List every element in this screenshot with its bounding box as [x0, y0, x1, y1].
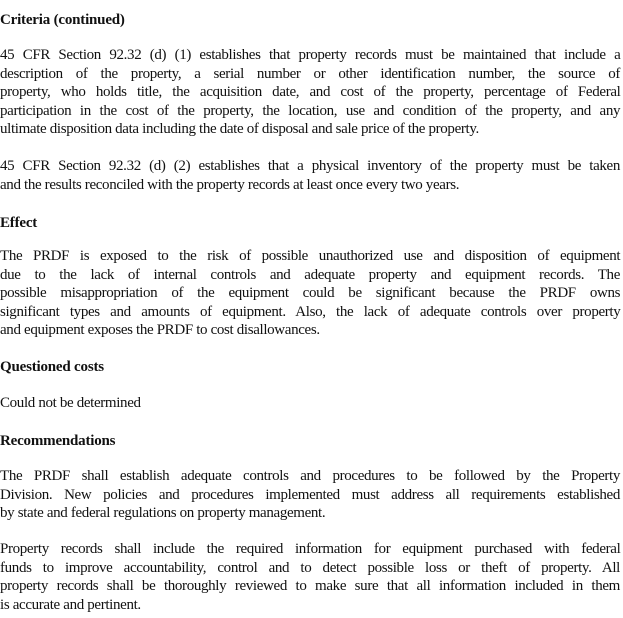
criteria-paragraph-2	[0, 157, 620, 194]
text-line: 45 CFR Section 92.32 (d) (2) establishes that a physical inventory of the property must be taken	[0, 158, 620, 174]
text-line: and equipment exposes the PRDF to cost disallowances.	[0, 322, 320, 338]
recommendations-paragraph-1	[0, 467, 620, 523]
questioned-costs-text	[0, 394, 620, 413]
text-line: Property records shall include the required information for equipment purchased with federal	[0, 541, 621, 557]
criteria-paragraph-1	[0, 46, 620, 139]
text-line: possible misappropriation of the equipment could be significant because the PRDF owns	[0, 285, 621, 301]
recommendations-paragraph-2	[0, 540, 620, 614]
text-line: and the results reconciled with the property records at least once every two years.	[0, 176, 460, 193]
text-line: description of the property, a serial number or other identification number, the source of	[0, 65, 620, 82]
text-line: due to the lack of internal controls and adequate property and equipment records. The	[0, 266, 620, 283]
text-line: is accurate and pertinent.	[0, 596, 141, 613]
criteria-heading: Criteria (continued)	[0, 12, 125, 28]
text-line: significant types and amounts of equipment. Also, the lack of adequate controls over property	[0, 303, 621, 320]
text-line: The PRDF shall establish adequate controls and procedures to be followed by the Property	[0, 468, 620, 484]
text-line: by state and federal regulations on property management.	[0, 505, 326, 521]
effect-heading: Effect	[0, 215, 38, 231]
text-line: ultimate disposition data including the date of disposal and sale price of the property.	[0, 121, 479, 137]
text-line: Could not be determined	[0, 395, 141, 411]
text-line: participation in the cost of the property, the location, use and condition of the property, and any	[0, 102, 621, 119]
text-line: property, who holds title, the acquisition date, and cost of the property, percentage of Federal	[0, 84, 621, 100]
text-line: The PRDF is exposed to the risk of possible unauthorized use and disposition of equipment	[0, 248, 621, 264]
text-line: property records shall be thoroughly reviewed to make sure that all information included in them	[0, 578, 620, 594]
text-line: Division. New policies and procedures implemented must address all requirements established	[0, 486, 620, 503]
text-line: funds to improve accountability, control and to detect possible loss or theft of property. All	[0, 559, 620, 576]
recommendations-heading: Recommendations	[0, 433, 116, 449]
effect-paragraph	[0, 247, 620, 340]
text-line: 45 CFR Section 92.32 (d) (1) establishes that property records must be maintained that include a	[0, 47, 621, 63]
questioned-costs-heading: Questioned costs	[0, 359, 104, 375]
